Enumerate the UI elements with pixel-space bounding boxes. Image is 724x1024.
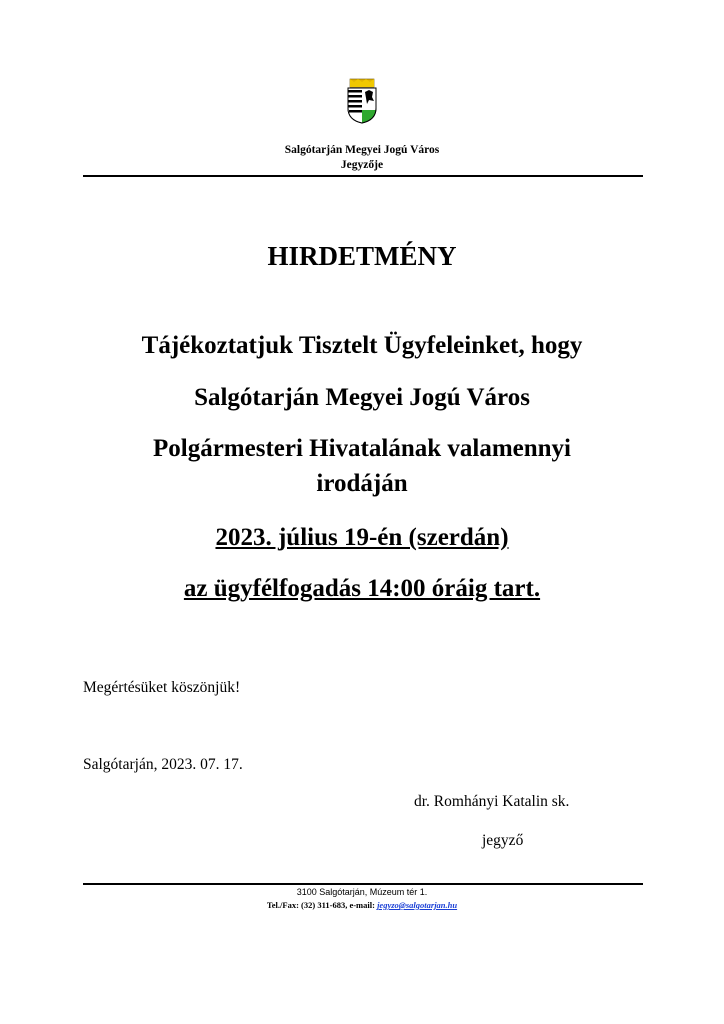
notice-hours-line: az ügyfélfogadás 14:00 óráig tart. [183, 575, 541, 602]
notice-line: Salgótarján Megyei Jogú Város [194, 384, 530, 411]
footer-divider [83, 883, 643, 885]
city-coat-of-arms-icon [345, 78, 379, 124]
closing-place-date: Salgótarján, 2023. 07. 17. [83, 756, 243, 773]
header-office: Jegyzője [340, 159, 384, 171]
footer-contact-prefix: Tel./Fax: (32) 311-683, e-mail: [266, 900, 378, 910]
notice-date-line: 2023. július 19-én (szerdán) [215, 524, 509, 551]
notice-title: HIRDETMÉNY [267, 241, 457, 271]
closing-thanks: Megértésüket köszönjük! [83, 679, 241, 696]
signer-role: jegyző [482, 832, 524, 849]
header-city: Salgótarján Megyei Jogú Város [284, 144, 440, 156]
footer-contact [0, 900, 724, 910]
notice-line: Polgármesteri Hivatalának valamennyi [152, 435, 572, 462]
notice-line: irodáján [316, 470, 408, 497]
footer-address: 3100 Salgótarján, Múzeum tér 1. [296, 887, 428, 897]
signer-name: dr. Romhányi Katalin sk. [414, 793, 570, 810]
header-divider [83, 175, 643, 177]
notice-line: Tájékoztatjuk Tisztelt Ügyfeleinket, hogy [141, 332, 583, 359]
footer-email-link[interactable]: jegyzo@salgotarjan.hu [377, 900, 458, 910]
